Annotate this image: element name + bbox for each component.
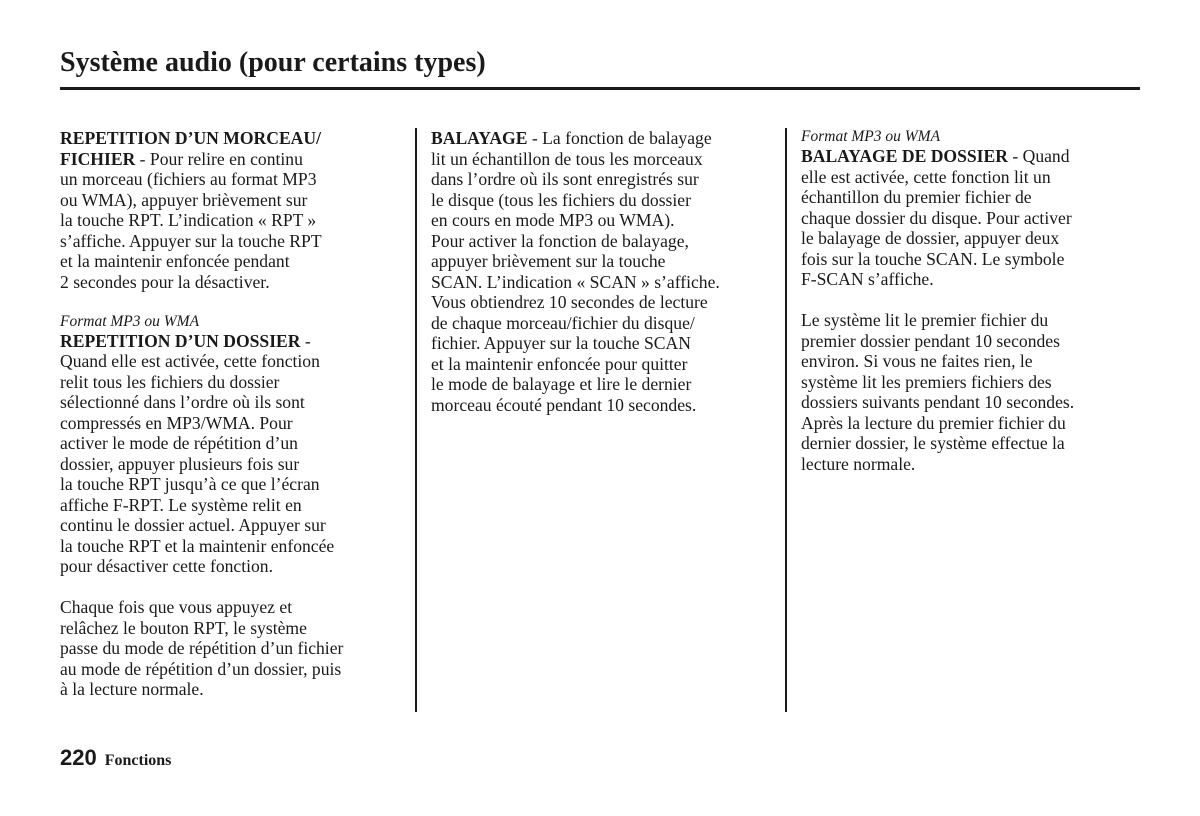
- line: fichier. Appuyer sur la touche SCAN: [431, 333, 691, 353]
- line: F-SCAN s’affiche.: [801, 269, 934, 289]
- rpt-folder-paragraph: [60, 313, 405, 577]
- page-title: Système audio (pour certains types): [60, 47, 486, 78]
- line: compressés en MP3/WMA. Pour: [60, 412, 293, 433]
- line: affiche F-RPT. Le système relit en: [60, 494, 302, 515]
- line: la touche RPT et la maintenir enfoncée: [60, 535, 335, 556]
- line: chaque dossier du disque. Pour activer: [801, 207, 1072, 228]
- line: dossiers suivants pendant 10 secondes.: [801, 392, 1075, 412]
- line: REPETITION D’UN MORCEAU/: [60, 128, 321, 148]
- line: et la maintenir enfoncée pour quitter: [431, 353, 688, 374]
- line: la touche RPT jusqu’à ce que l’écran: [60, 474, 320, 494]
- line: continu le dossier actuel. Appuyer sur: [60, 515, 326, 535]
- line: échantillon du premier fichier de: [801, 187, 1032, 207]
- line: et la maintenir enfoncée pendant: [60, 251, 290, 271]
- line: Quand elle est activée, cette fonction: [60, 351, 320, 371]
- line: fois sur la touche SCAN. Le symbole: [801, 248, 1065, 269]
- line-text: - Pour relire en continu: [135, 148, 303, 169]
- format-tag: Format MP3 ou WMA: [801, 128, 941, 145]
- line: SCAN. L’indication « SCAN » s’affiche.: [431, 271, 720, 292]
- line: Pour activer la fonction de balayage,: [431, 230, 689, 251]
- line: en cours en mode MP3 ou WMA).: [431, 210, 675, 230]
- page-number: 220: [60, 745, 97, 770]
- line: dans l’ordre où ils sont enregistrés sur: [431, 169, 699, 189]
- column-divider-1: [415, 128, 417, 712]
- scan-paragraph: [431, 128, 786, 415]
- line: [801, 146, 1141, 167]
- line: le mode de balayage et lire le dernier: [431, 374, 692, 394]
- line: un morceau (fichiers au format MP3: [60, 169, 317, 189]
- header-rule: [60, 87, 1140, 90]
- line-text: -: [300, 330, 311, 351]
- line: premier dossier pendant 10 secondes: [801, 330, 1060, 351]
- line: dernier dossier, le système effectue la: [801, 433, 1065, 453]
- line: Le système lit le premier fichier du: [801, 310, 1049, 330]
- line: sélectionné dans l’ordre où ils sont: [60, 392, 305, 412]
- line: la touche RPT. L’indication « RPT »: [60, 210, 317, 230]
- line: pour désactiver cette fonction.: [60, 556, 273, 576]
- term-heading: REPETITION D’UN DOSSIER: [60, 330, 301, 351]
- column-middle: [431, 128, 786, 415]
- page-footer: [60, 745, 171, 771]
- term-heading: BALAYAGE: [431, 128, 528, 148]
- line: Chaque fois que vous appuyez et: [60, 597, 293, 617]
- line: ou WMA), appuyer brièvement sur: [60, 189, 308, 210]
- line: relit tous les fichiers du dossier: [60, 371, 280, 392]
- line: le disque (tous les fichiers du dossier: [431, 189, 691, 210]
- line: au mode de répétition d’un dossier, puis: [60, 658, 342, 679]
- folder-scan-paragraph: [801, 128, 1141, 290]
- line: relâchez le bouton RPT, le système: [60, 617, 307, 638]
- line: [60, 331, 405, 352]
- line: [60, 149, 405, 170]
- format-tag: Format MP3 ou WMA: [60, 312, 200, 330]
- line: le balayage de dossier, appuyer deux: [801, 228, 1060, 248]
- line: environ. Si vous ne faites rien, le: [801, 351, 1033, 371]
- line: de chaque morceau/fichier du disque/: [431, 312, 695, 333]
- line: système lit les premiers fichiers des: [801, 371, 1052, 392]
- line: dossier, appuyer plusieurs fois sur: [60, 453, 300, 474]
- section-name: Fonctions: [104, 752, 172, 769]
- column-right: [801, 128, 1141, 474]
- line: s’affiche. Appuyer sur la touche RPT: [60, 230, 322, 251]
- term-heading: BALAYAGE DE DOSSIER: [801, 146, 1008, 166]
- line: elle est activée, cette fonction lit un: [801, 166, 1051, 187]
- column-left: [60, 128, 405, 700]
- line: Après la lecture du premier fichier du: [801, 412, 1066, 433]
- line: à la lecture normale.: [60, 679, 204, 699]
- paragraph-gap: [60, 577, 405, 598]
- line: lecture normale.: [801, 453, 916, 474]
- rpt-track-paragraph: [60, 128, 405, 292]
- line-text: - La fonction de balayage: [527, 128, 712, 148]
- line: 2 secondes pour la désactiver.: [60, 271, 270, 292]
- line: [431, 128, 786, 149]
- paragraph-gap: [801, 290, 1141, 311]
- line: lit un échantillon de tous les morceaux: [431, 148, 703, 169]
- rpt-cycle-paragraph: [60, 597, 405, 700]
- line-text: - Quand: [1007, 146, 1070, 166]
- line: morceau écouté pendant 10 secondes.: [431, 394, 697, 415]
- line: appuyer brièvement sur la touche: [431, 251, 666, 271]
- line: activer le mode de répétition d’un: [60, 433, 298, 453]
- paragraph-gap: [60, 292, 405, 313]
- term-heading: FICHIER: [60, 148, 136, 169]
- line: passe du mode de répétition d’un fichier: [60, 638, 344, 658]
- line: Vous obtiendrez 10 secondes de lecture: [431, 292, 708, 312]
- folder-scan-behavior-paragraph: [801, 310, 1141, 474]
